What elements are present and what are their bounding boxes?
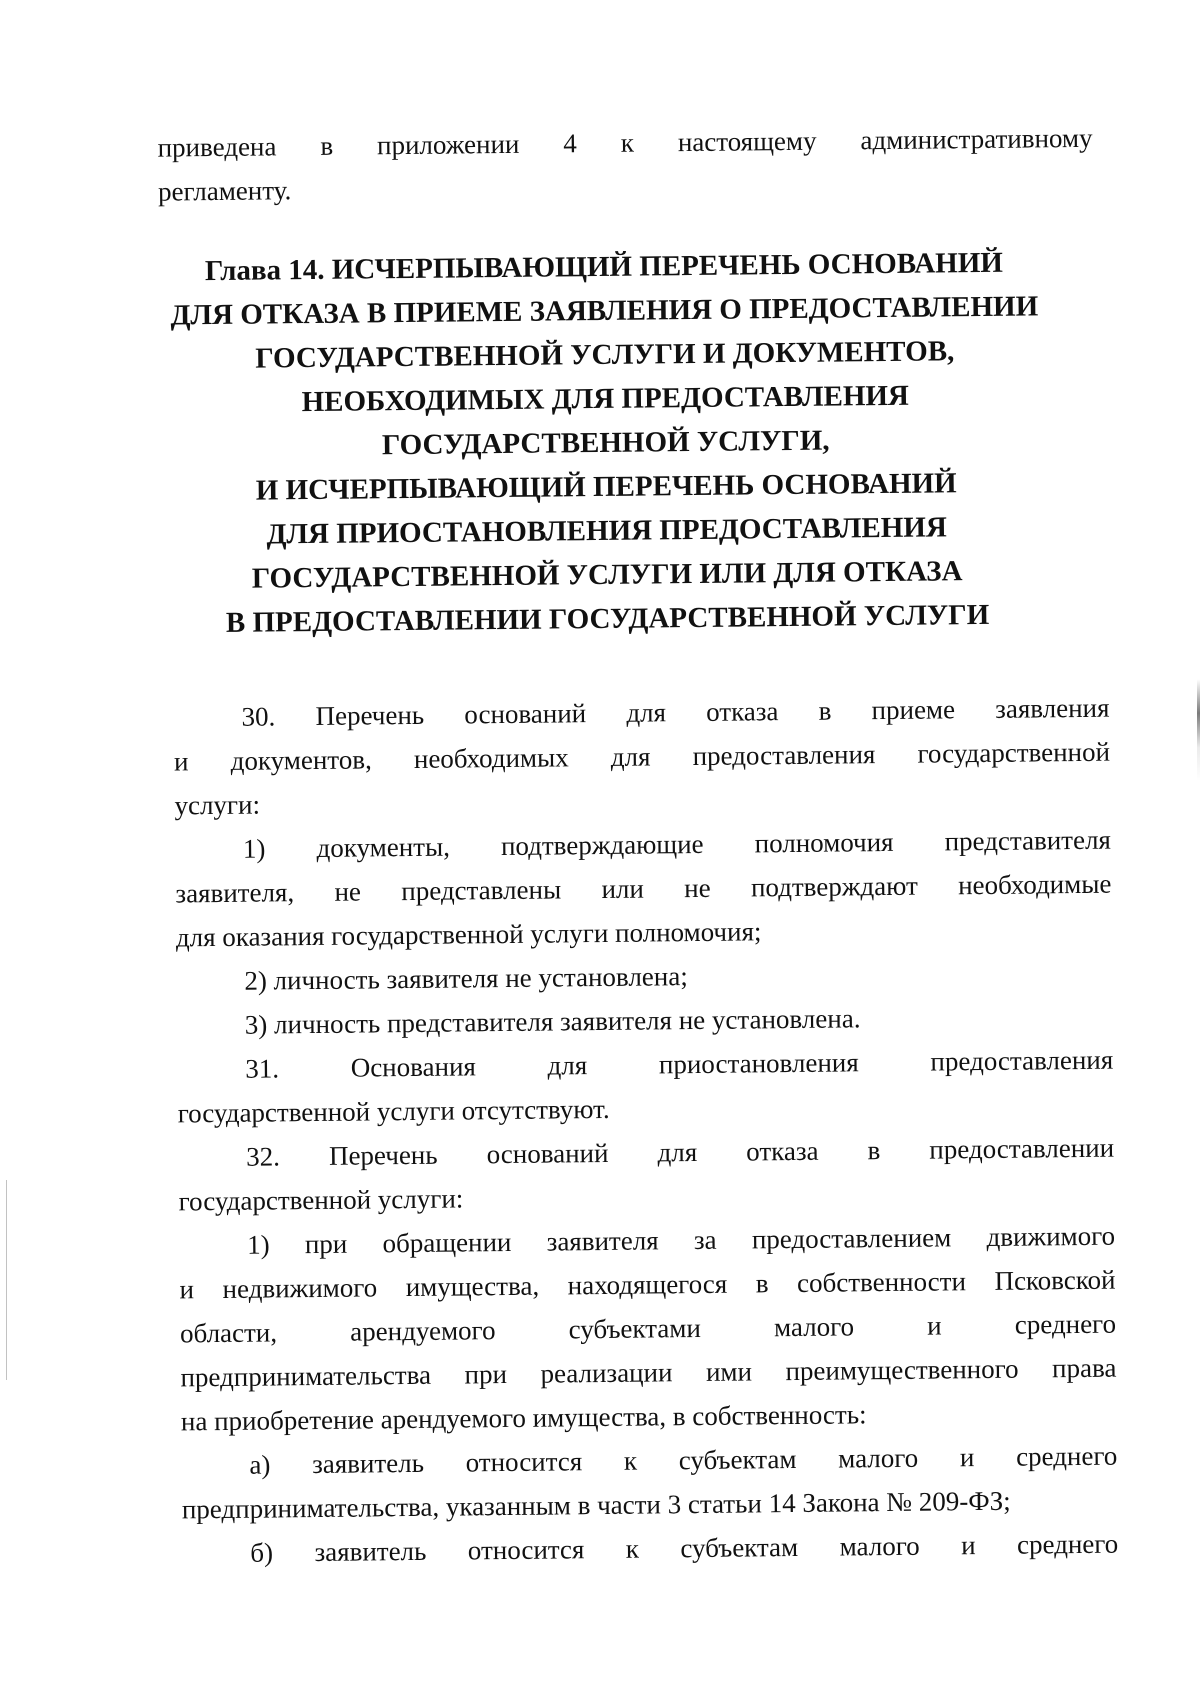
word: заявитель [314,1535,427,1568]
word: 1) [242,833,266,864]
word: недвижимого [222,1272,378,1304]
chapter-heading-line-2: ДЛЯ ОТКАЗА В ПРИЕМЕ ЗАЯВЛЕНИЯ О ПРЕДОСТАВЛЕНИИ [170,290,1039,332]
chapter-heading-line-8: ГОСУДАРСТВЕННОЙ УСЛУГИ ИЛИ ДЛЯ ОТКАЗА [251,555,963,595]
word: предоставления [930,1044,1114,1077]
word: обращении [382,1226,512,1259]
word: движимого [986,1220,1116,1252]
word: и [927,1310,942,1341]
word: подтверждающие [500,828,704,862]
word: имущества, [405,1270,540,1303]
word: государственной [917,736,1111,769]
word: не [334,876,362,907]
word: предпринимательства [180,1359,432,1393]
scan-left-artifact [6,1180,7,1380]
word: среднего [1015,1440,1118,1472]
word: среднего [1016,1528,1119,1560]
word: 32. [246,1141,281,1172]
word: 4 [563,128,577,159]
word: ими [705,1356,753,1387]
word: права [1051,1352,1117,1384]
word: относится [467,1534,585,1566]
word: заявителя [546,1225,659,1257]
word: малого [773,1311,855,1343]
subitem-b-line-1 [250,1529,1118,1568]
word: и [959,1442,975,1473]
para-31-line-2: государственной услуги отсутствуют. [177,1093,610,1129]
chapter-heading-line-1: Глава 14. ИСЧЕРПЫВАЮЩИЙ ПЕРЕЧЕНЬ ОСНОВАНИЙ [204,246,1004,288]
para-30-line-3: услуги: [174,789,261,821]
word: документы, [316,831,451,863]
word: приложении [376,128,520,161]
word: заявитель [311,1447,425,1480]
word: субъектам [680,1531,799,1564]
para-30-line-1 [241,693,1109,732]
chapter-heading-line-7: ДЛЯ ПРИОСТАНОВЛЕНИЯ ПРЕДОСТАВЛЕНИЯ [266,511,948,551]
para-32-item-1-line-5: на приобретение арендуемого имущества, в собственность: [180,1399,867,1437]
word: и [173,746,189,777]
para-32-line-2: государственной услуги: [178,1183,464,1217]
word: к [625,1533,640,1564]
word: малого [838,1442,919,1474]
word: 31. [245,1053,280,1084]
word: для [657,1136,698,1168]
item-2-line: 2) личность заявителя не установлена; [244,961,688,996]
word: заявителя, [175,877,295,909]
word: к [623,1445,638,1476]
chapter-heading-line-9: В ПРЕДОСТАВЛЕНИИ ГОСУДАРСТВЕННОЙ УСЛУГИ [225,598,990,639]
word: представлены [401,874,562,907]
word: полномочия [754,826,894,859]
word: заявления [995,692,1110,724]
word: представителя [944,824,1112,857]
chapter-heading-line-3: ГОСУДАРСТВЕННОЙ УСЛУГИ И ДОКУМЕНТОВ, [255,335,955,375]
intro-line-2: регламенту. [157,175,292,207]
word: относится [465,1446,583,1478]
word: малого [839,1530,920,1562]
intro-line-1 [157,123,1092,163]
word: или [601,873,645,904]
item-3-line: 3) личность представителя заявителя не установлена. [244,1003,861,1040]
word: отказа [746,1135,819,1167]
word: собственности [796,1266,967,1298]
word: в [818,695,832,726]
word: в [320,130,334,161]
word: арендуемого [350,1315,496,1347]
word: приостановления [658,1047,859,1080]
item-1-line-1 [243,825,1111,864]
subitem-a-line-1 [249,1441,1117,1480]
word: а) [249,1449,271,1480]
word: предоставления [692,739,876,772]
word: Основания [350,1051,477,1083]
word: преимущественного [785,1353,1019,1387]
word: настоящему [677,125,817,158]
word: области, [179,1317,278,1349]
para-32-item-1-line-3 [180,1309,1116,1349]
word: при [464,1359,508,1390]
word: предоставлением [751,1222,952,1255]
word: для [547,1050,588,1081]
word: приведена [157,131,277,163]
word: и [179,1274,195,1305]
word: 1) [246,1229,270,1260]
subitem-a-line-2: предпринимательства, указанным в части 3 статьи 14 Закона № 209-ФЗ; [181,1485,1011,1525]
word: оснований [486,1137,609,1170]
word: за [693,1224,717,1256]
word: в [755,1268,769,1299]
para-32-item-1-line-1 [247,1221,1115,1260]
word: Перечень [328,1139,438,1171]
para-30-line-2 [174,737,1110,777]
word: необходимых [413,742,569,774]
word: Перечень [315,699,425,731]
word: среднего [1014,1308,1117,1340]
word: субъектами [568,1312,702,1345]
para-32-item-1-line-2 [179,1265,1115,1305]
word: находящегося [567,1268,728,1301]
para-32-line-1 [246,1133,1114,1172]
word: 30. [241,701,276,732]
word: при [304,1228,348,1260]
word: приеме [871,694,956,726]
word: необходимые [957,868,1112,901]
para-31-line-1 [245,1045,1113,1084]
chapter-heading-line-6: И ИСЧЕРПЫВАЮЩИЙ ПЕРЕЧЕНЬ ОСНОВАНИЙ [255,467,957,507]
word: для [626,697,667,728]
item-1-line-2 [175,869,1111,909]
word: и [960,1530,976,1561]
word: для [610,741,651,772]
word: отказа [706,696,779,727]
word: оснований [464,698,587,730]
item-1-line-3: для оказания государственной услуги полномочия; [175,916,762,953]
word: Псковской [994,1264,1116,1296]
word: не [684,872,711,904]
chapter-heading-line-4: НЕОБХОДИМЫХ ДЛЯ ПРЕДОСТАВЛЕНИЯ [301,379,910,419]
word: документов, [230,744,372,776]
word: подтверждают [750,870,918,903]
chapter-heading-line-5: ГОСУДАРСТВЕННОЙ УСЛУГИ, [381,424,830,462]
word: субъектам [678,1443,797,1476]
word: предоставлении [929,1132,1115,1165]
para-32-item-1-line-4 [180,1353,1116,1393]
word: б) [250,1537,274,1568]
word: реализации [540,1357,673,1389]
word: к [620,127,635,158]
word: в [867,1135,881,1166]
word: административному [860,122,1093,156]
